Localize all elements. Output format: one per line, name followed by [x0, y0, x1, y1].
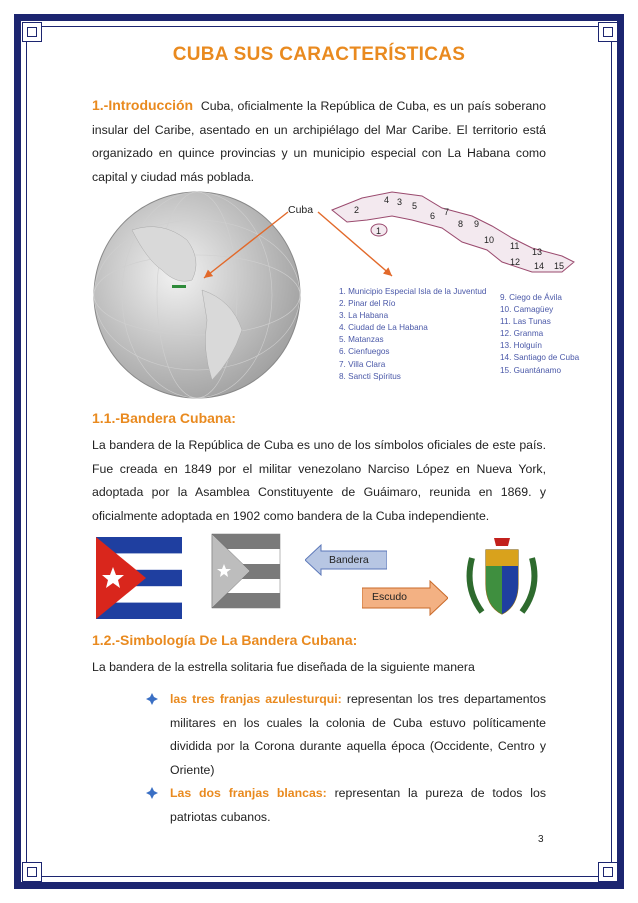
corner-ornament — [22, 22, 42, 42]
coat-of-arms-image — [462, 528, 542, 622]
map-label-cuba: Cuba — [288, 204, 314, 216]
page-number: 3 — [538, 834, 544, 845]
symbology-intro: La bandera de la estrella solitaria fue diseñada de la siguiente manera — [92, 660, 475, 674]
legend-provinces-right: 9. Ciego de Ávila 10. Camagüey 11. Las Tunas 12. Granma 13. Holguín 14. Santiago de Cuba 15. Guantánamo — [500, 293, 580, 375]
cuba-on-globe — [172, 285, 186, 288]
corner-ornament — [598, 22, 618, 42]
intro-text: Cuba, oficialmente la República de Cuba, es un país soberano insular del Caribe, asentado en un archipiélago del Mar Caribe. El territorio está organizado en quince provincias y un municipio especial con La Habana como capital y ciudad más poblada. — [92, 99, 546, 184]
arrow-bandera: Bandera — [305, 543, 387, 577]
arrow-escudo: Escudo — [362, 580, 448, 616]
corner-ornament — [22, 862, 42, 882]
bullet-icon — [146, 693, 158, 705]
page-title: CUBA SUS CARACTERÍSTICAS — [172, 44, 466, 65]
list-item: las tres franjas azulesturqui: representan los tres departamentos militares en los cuales la colonia de Cuba estuvo políticamente dividida por la Corona durante aquella época (Occidente, Centro y Oriente) — [170, 688, 546, 782]
section-heading-bandera: 1.1.-Bandera Cubana: — [92, 410, 236, 426]
legend-provinces-left: 1. Municipio Especial Isla de la Juventud 2. Pinar del Río 3. La Habana 4. Ciudad de La Habana 5. Matanzas 6. Cienfuegos 7. Villa Clara 8. Sancti Spíritus — [339, 287, 487, 381]
intro-paragraph — [92, 94, 546, 189]
bullet-icon — [146, 787, 158, 799]
list-item: Las dos franjas blancas: representan la pureza de todos los patriotas cubanos. — [170, 782, 546, 829]
flag-proportions-diagram — [206, 528, 286, 618]
flag-paragraph: La bandera de la República de Cuba es uno de los símbolos oficiales de este país. Fue creada en 1849 por el militar venezolano Narciso López en Nueva York, adoptada por la Asamblea Constituyente de Guáimaro, reunida en 1869. y oficialmente adoptada en 1902 como bandera de la Cuba independiente. — [92, 438, 546, 523]
intro-heading: 1.-Introducción — [92, 97, 194, 113]
cuban-flag-image — [96, 537, 182, 619]
globe — [94, 192, 300, 398]
section-heading-simbologia: 1.2.-Simbología De La Bandera Cubana: — [92, 632, 358, 648]
cuba-map-figure: Cuba 1. Municipio Especial Isla de la Juventud 2. Pinar del Río 3. La Habana 4. Ciudad de La Habana 5. Matanzas 6. Cienfuegos 7. Villa Clara 8. Sancti Spíritus 9. Ciego de Ávila 10. Camagüey 11. Las Tunas 12. Granma 13. Holguín 14. Santiago de Cuba 15. Guantánamo 1 2 3 4 5 6 7 8 9 10 11 12 13 14 15 — [92, 190, 618, 405]
corner-ornament — [598, 862, 618, 882]
